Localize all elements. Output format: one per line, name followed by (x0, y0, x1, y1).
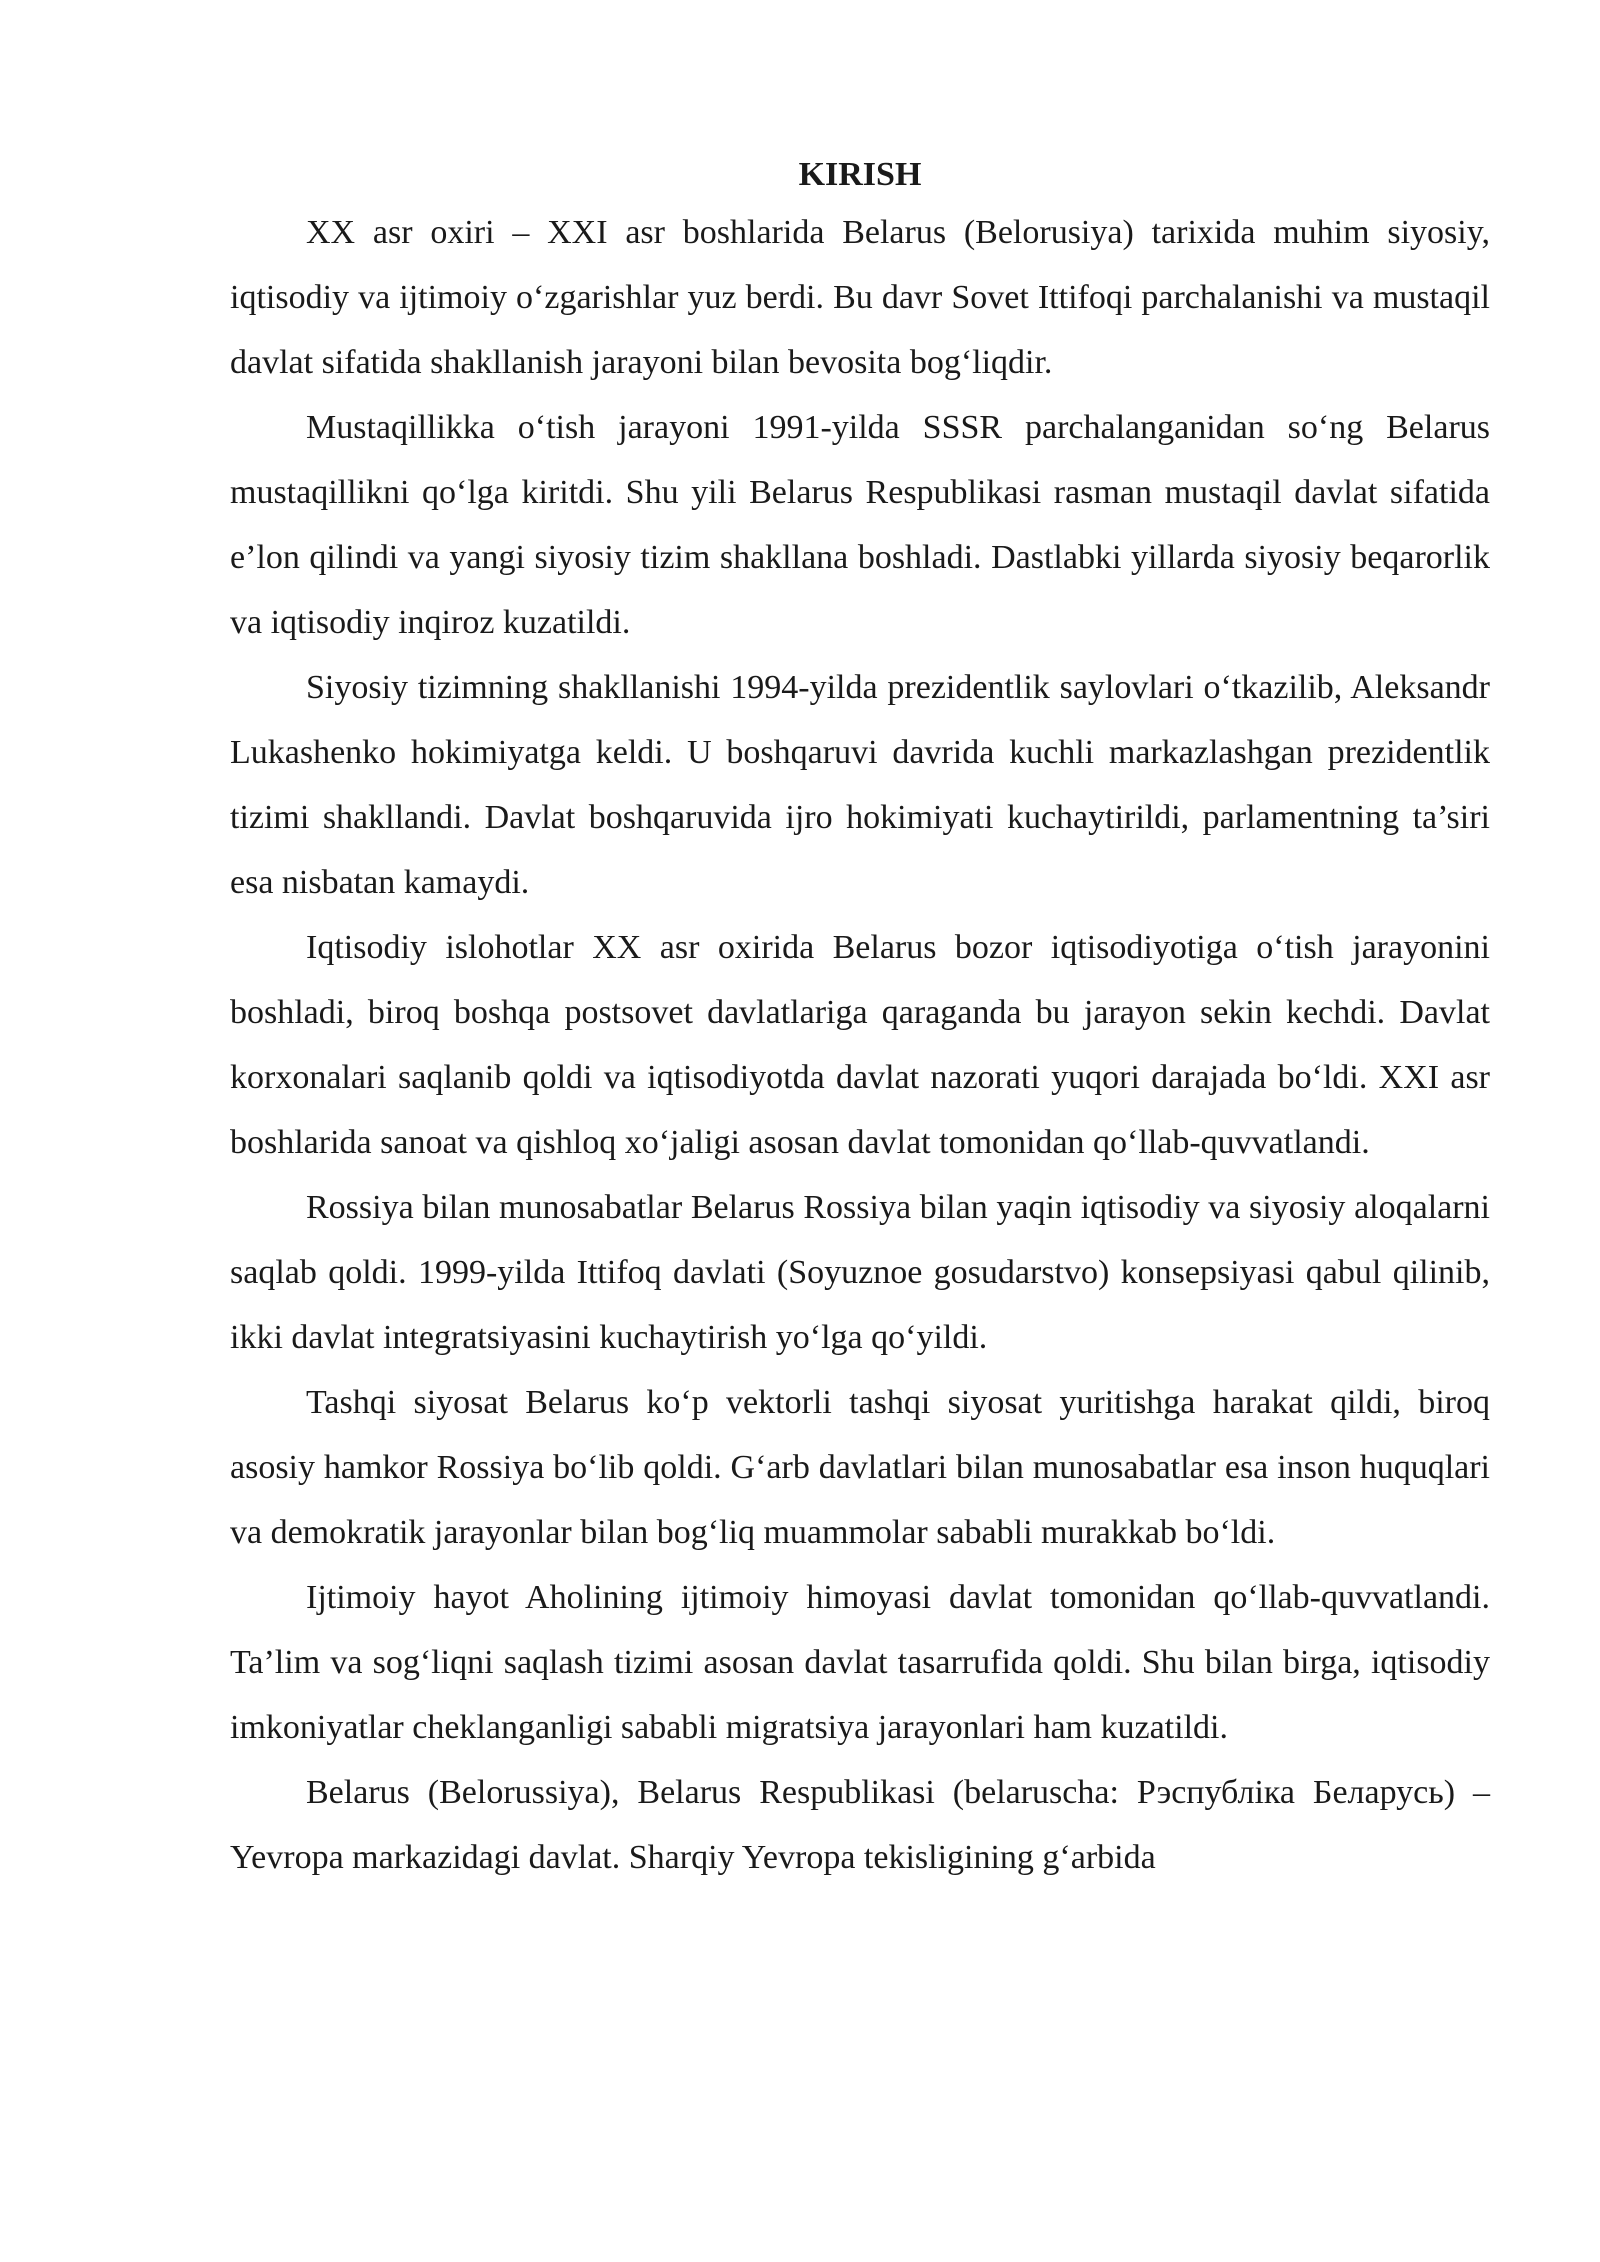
document-page (230, 150, 1490, 1890)
paragraph-independence: Mustaqillikka oʻtish jarayoni 1991-yilda SSSR parchalanganidan soʻng Belarus mustaqillikni qoʻlga kiritdi. Shu yili Belarus Respublikasi rasman mustaqil davlat sifatida e’lon qilindi va yangi siyosiy tizim shakllana boshladi. Dastlabki yillarda siyosiy beqarorlik va iqtisodiy inqiroz kuzatildi. (230, 409, 1490, 641)
page-title: KIRISH (798, 156, 922, 193)
paragraph-economic-reforms: Iqtisodiy islohotlar XX asr oxirida Belarus bozor iqtisodiyotiga oʻtish jarayonini boshladi, biroq boshqa postsovet davlatlariga qaraganda bu jarayon sekin kechdi. Davlat korxonalari saqlanib qoldi va iqtisodiyotda davlat nazorati yuqori darajada boʻldi. XXI asr boshlarida sanoat va qishloq xoʻjaligi asosan davlat tomonidan qoʻllab-quvvatlandi. (230, 929, 1490, 1161)
paragraph-russia-relations: Rossiya bilan munosabatlar Belarus Rossiya bilan yaqin iqtisodiy va siyosiy aloqalarni saqlab qoldi. 1999-yilda Ittifoq davlati (Soyuznoe gosudarstvo) konsepsiyasi qabul qilinib, ikki davlat integratsiyasini kuchaytirish yoʻlga qoʻyildi. (230, 1189, 1490, 1356)
paragraph-political-system: Siyosiy tizimning shakllanishi 1994-yilda prezidentlik saylovlari oʻtkazilib, Aleksandr Lukashenko hokimiyatga keldi. U boshqaruvi davrida kuchli markazlashgan prezidentlik tizimi shakllandi. Davlat boshqaruvida ijro hokimiyati kuchaytirildi, parlamentning ta’siri esa nisbatan kamaydi. (230, 669, 1490, 901)
paragraph-foreign-policy: Tashqi siyosat Belarus koʻp vektorli tashqi siyosat yuritishga harakat qildi, biroq asosiy hamkor Rossiya boʻlib qoldi. Gʻarb davlatlari bilan munosabatlar esa inson huquqlari va demokratik jarayonlar bilan bogʻliq muammolar sababli murakkab boʻldi. (230, 1384, 1490, 1551)
paragraph-social-life: Ijtimoiy hayot Aholining ijtimoiy himoyasi davlat tomonidan qoʻllab-quvvatlandi. Ta’lim va sogʻliqni saqlash tizimi asosan davlat tasarrufida qoldi. Shu bilan birga, iqtisodiy imkoniyatlar cheklanganligi sababli migratsiya jarayonlari ham kuzatildi. (230, 1579, 1490, 1746)
paragraph-intro: XX asr oxiri – XXI asr boshlarida Belarus (Belorusiya) tarixida muhim siyosiy, iqtisodiy va ijtimoiy oʻzgarishlar yuz berdi. Bu davr Sovet Ittifoqi parchalanishi va mustaqil davlat sifatida shakllanish jarayoni bilan bevosita bogʻliqdir. (230, 214, 1490, 381)
paragraph-belarus-overview: Belarus (Belorussiya), Belarus Respublikasi (belaruscha: Рэспубліка Беларусь) – Yevropa markazidagi davlat. Sharqiy Yevropa tekisligining gʻarbida (230, 1774, 1490, 1876)
